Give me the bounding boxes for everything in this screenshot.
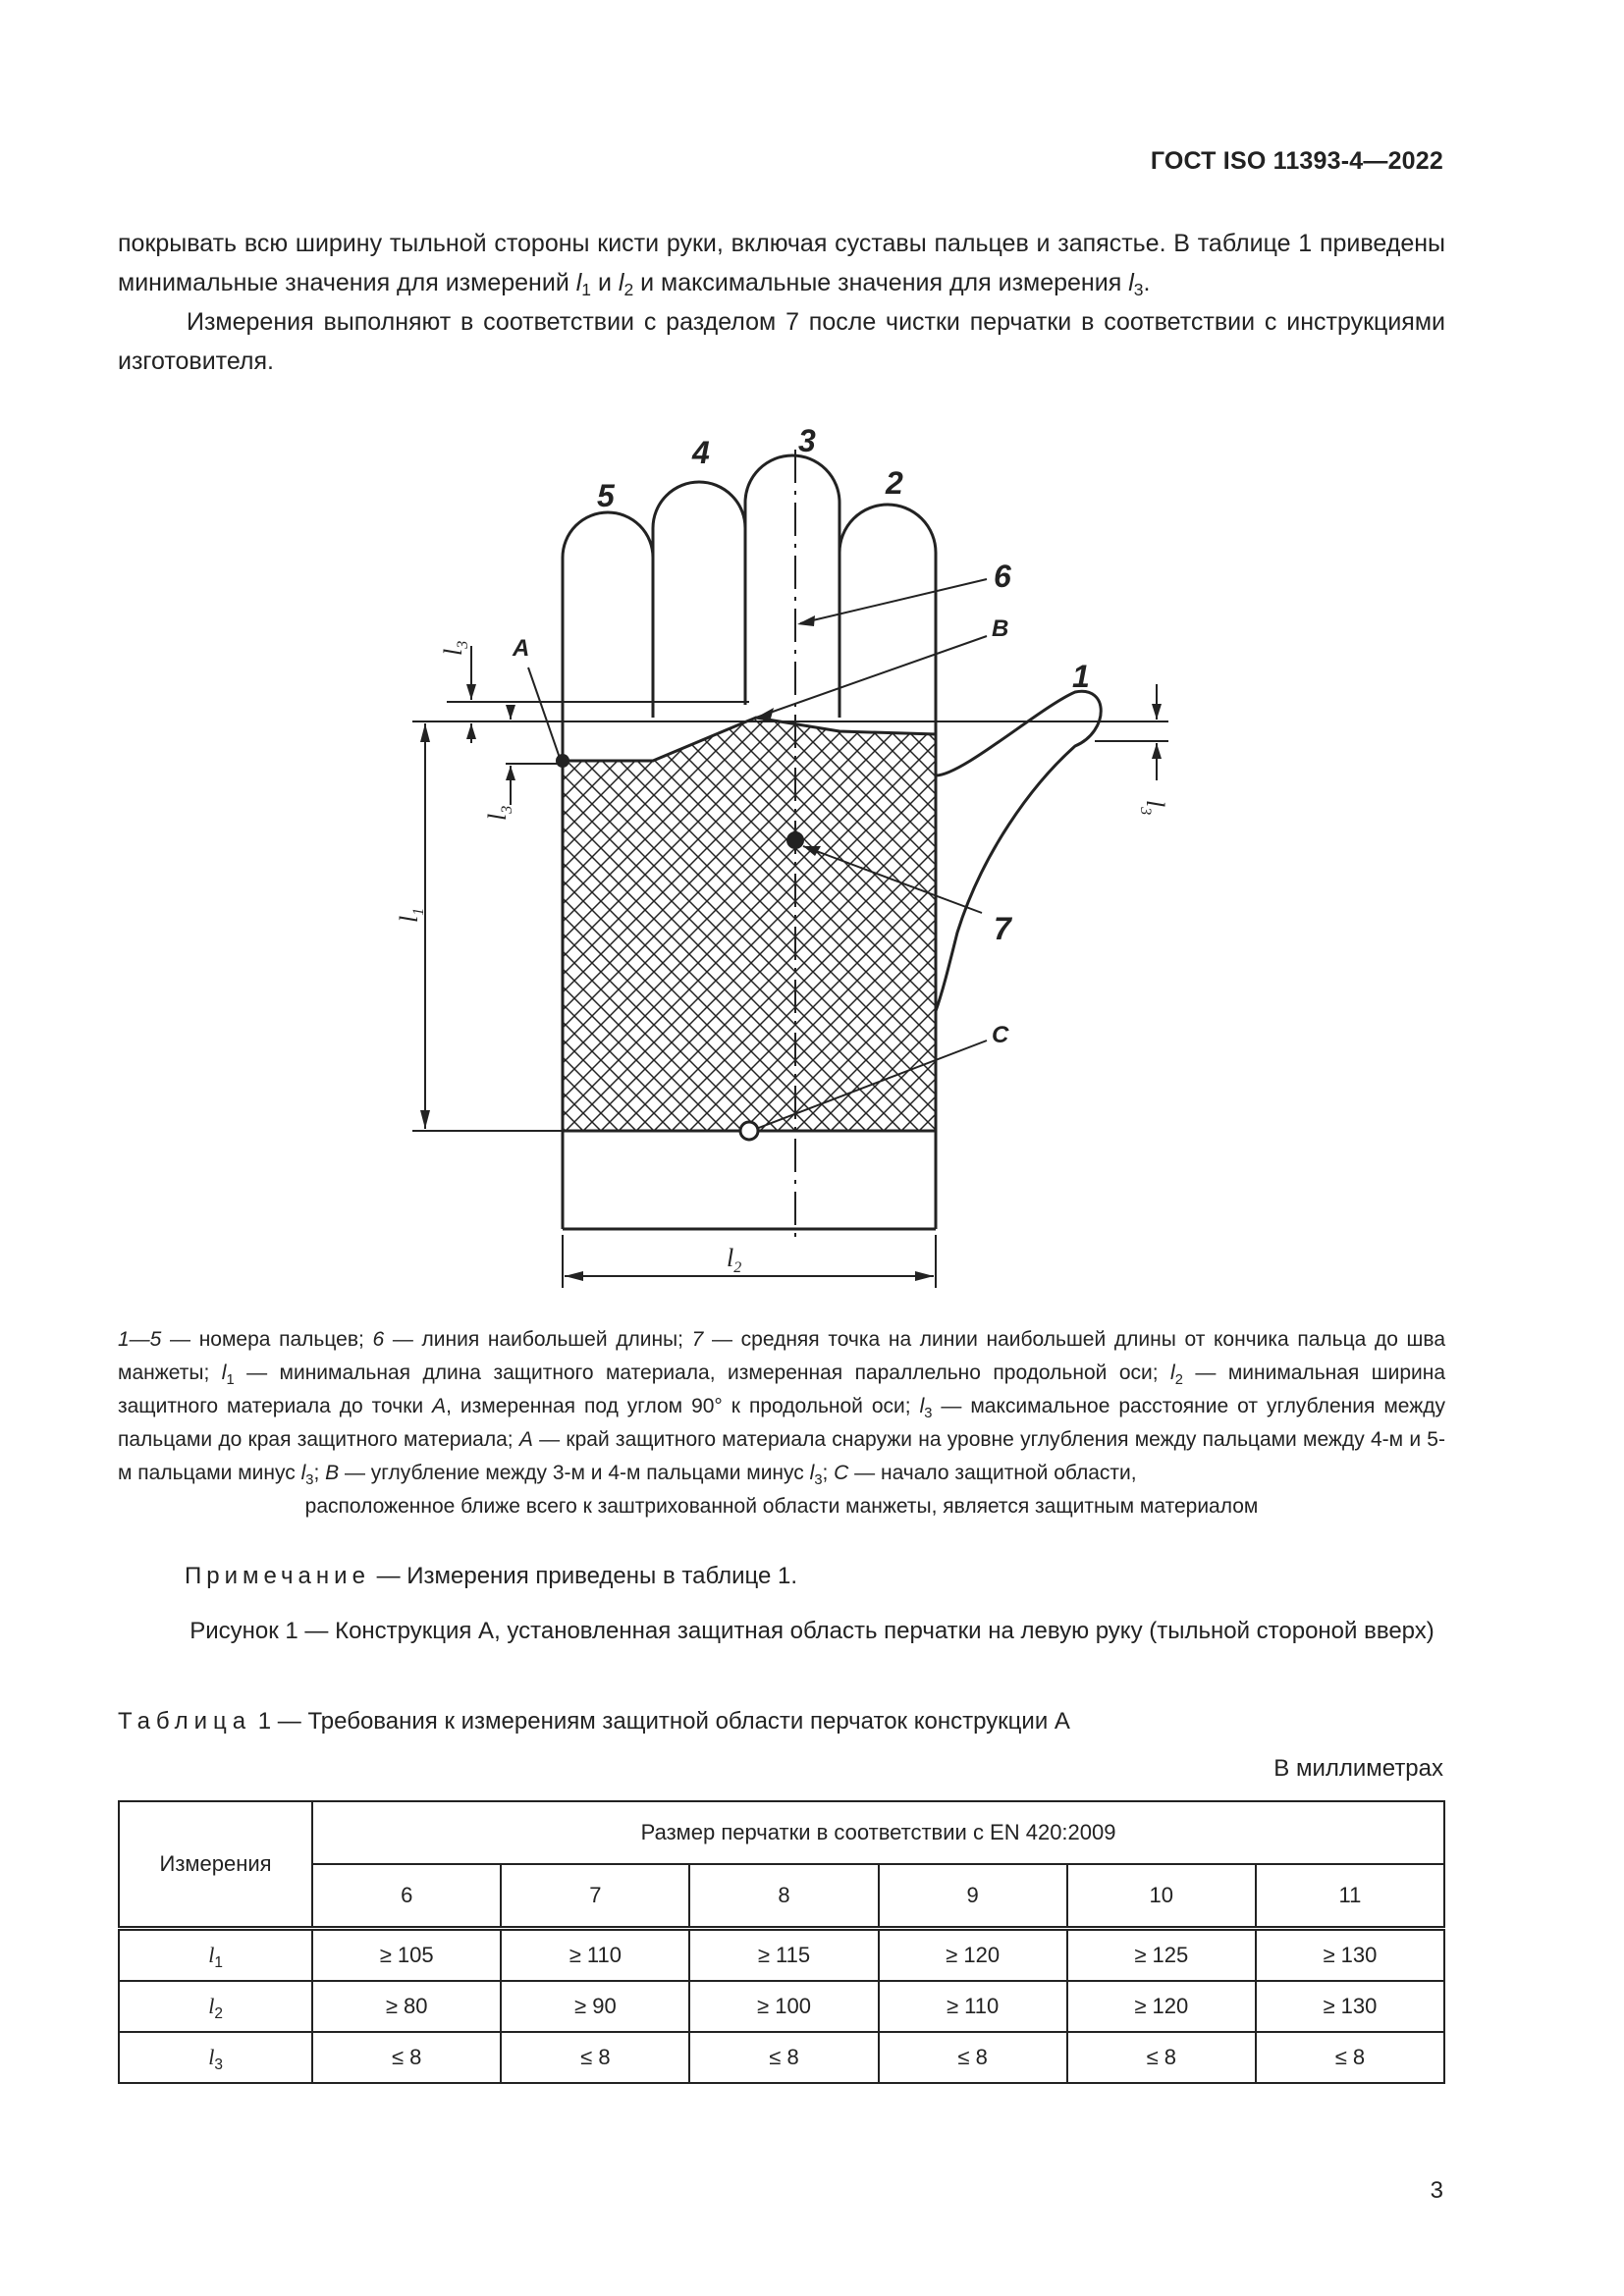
row-symbol: $l_1$ xyxy=(119,1929,312,1982)
table-row xyxy=(119,1981,1444,2032)
table-cell: ≥ 130 xyxy=(1256,1981,1444,2032)
finger-label-5: 5 xyxy=(597,478,615,513)
measurements-table xyxy=(118,1800,1445,2084)
table-cell: ≥ 80 xyxy=(312,1981,501,2032)
row-symbol: $l_2$ xyxy=(119,1981,312,2032)
header-size: 8 xyxy=(689,1864,878,1929)
table-cell: ≥ 115 xyxy=(689,1929,878,1982)
intro-text: покрывать всю ширину тыльной стороны кисти руки, включая суставы пальцев и запястье. В таблице 1 приведены минимальные значения для измерений $l_1$ и $l_2$ и максимальные значения для измерения $l_3$. Измерения выполняют в соответствии с разделом 7 после чистки перчатки в соответствии с инструкциями изготовителя. xyxy=(118,224,1445,381)
page-number: 3 xyxy=(1430,2177,1443,2204)
point-a-marker xyxy=(556,754,569,768)
point-label-b: B xyxy=(992,615,1009,642)
svg-text:l3: $l_3$ xyxy=(439,640,471,656)
table-cell: ≥ 130 xyxy=(1256,1929,1444,1982)
table-cell: ≤ 8 xyxy=(312,2032,501,2083)
table-row xyxy=(119,2032,1444,2083)
intro-paragraph-2: Измерения выполняют в соответствии с разделом 7 после чистки перчатки в соответствии с инструкциями изготовителя. xyxy=(118,308,1445,375)
header-size: 6 xyxy=(312,1864,501,1929)
point-c-marker xyxy=(740,1122,758,1140)
svg-text:l3: $l_3$ xyxy=(483,805,515,821)
figure-caption: Рисунок 1 — Конструкция A, установленная защитная область перчатки на левую руку (тыльной стороной вверх) xyxy=(189,1618,1435,1644)
table-cell: ≤ 8 xyxy=(1256,2032,1444,2083)
table-cell: ≥ 100 xyxy=(689,1981,878,2032)
dim-label-l3-left xyxy=(483,806,515,821)
table-row xyxy=(119,1929,1444,1982)
point-7-marker xyxy=(786,831,804,849)
header-size-group: Размер перчатки в соответствии с EN 420:2009 xyxy=(312,1801,1444,1864)
table-caption: Таблица 1 — Требования к измерениям защитной области перчаток конструкции A xyxy=(118,1708,1070,1735)
header-size: 7 xyxy=(501,1864,689,1929)
protective-area xyxy=(563,718,936,1131)
table-cell: ≥ 125 xyxy=(1067,1929,1256,1982)
dim-label-l3-top xyxy=(439,641,471,656)
point-label-a: A xyxy=(513,635,530,662)
finger-label-2: 2 xyxy=(886,465,903,501)
row-symbol: $l_3$ xyxy=(119,2032,312,2083)
finger-label-4: 4 xyxy=(692,435,710,470)
table-cell: ≤ 8 xyxy=(689,2032,878,2083)
header-size: 9 xyxy=(879,1864,1067,1929)
header-size: 10 xyxy=(1067,1864,1256,1929)
table-cell: ≥ 90 xyxy=(501,1981,689,2032)
figure-legend: 1—5 — номера пальцев; 6 — линия наибольшей длины; 7 — средняя точка на линии наибольшей длины от кончика пальца до шва манжеты; $l_1$ — минимальная длина защитного материала, измеренная параллельно продольной оси; $l_2$ — минимальная ширина защитного материала до точки A, измеренная под углом 90° к продольной оси; $l_3$ — максимальное расстояние от углубления между пальцами до края защитного материала; A — край защитного материала снаружи на уровне углубления между пальцами между 4-м и 5-м пальцами минус $l_3$; B — углубление между 3-м и 4-м пальцами минус $l_3$; C — начало защитной области, расположенное ближе всего к заштрихованной области манжеты, является защитным материалом xyxy=(118,1328,1446,1518)
point-label-7: 7 xyxy=(994,911,1011,946)
dim-label-l1 xyxy=(395,908,427,923)
dim-label-l2: $l_2$ xyxy=(727,1244,742,1276)
table-cell: ≥ 105 xyxy=(312,1929,501,1982)
figure-note: Примечание — Измерения приведены в таблице 1. xyxy=(185,1563,798,1589)
dim-label-l3-right xyxy=(1137,800,1169,815)
table-cell: ≤ 8 xyxy=(879,2032,1067,2083)
header-measurements: Измерения xyxy=(119,1801,312,1929)
svg-text:l3: $l_3$ xyxy=(1137,800,1169,816)
finger-label-3: 3 xyxy=(798,423,816,458)
header-size: 11 xyxy=(1256,1864,1444,1929)
table-cell: ≥ 120 xyxy=(1067,1981,1256,2032)
table-cell: ≥ 120 xyxy=(879,1929,1067,1982)
table-unit: В миллиметрах xyxy=(1273,1755,1443,1782)
table-cell: ≥ 110 xyxy=(879,1981,1067,2032)
table-cell: ≥ 110 xyxy=(501,1929,689,1982)
point-label-c: C xyxy=(992,1022,1009,1048)
document-code: ГОСТ ISO 11393-4—2022 xyxy=(1150,147,1443,175)
svg-text:l1: $l_1$ xyxy=(395,907,427,923)
finger-label-1: 1 xyxy=(1072,659,1090,694)
line-label-6: 6 xyxy=(994,559,1011,594)
table-cell: ≤ 8 xyxy=(501,2032,689,2083)
table-cell: ≤ 8 xyxy=(1067,2032,1256,2083)
